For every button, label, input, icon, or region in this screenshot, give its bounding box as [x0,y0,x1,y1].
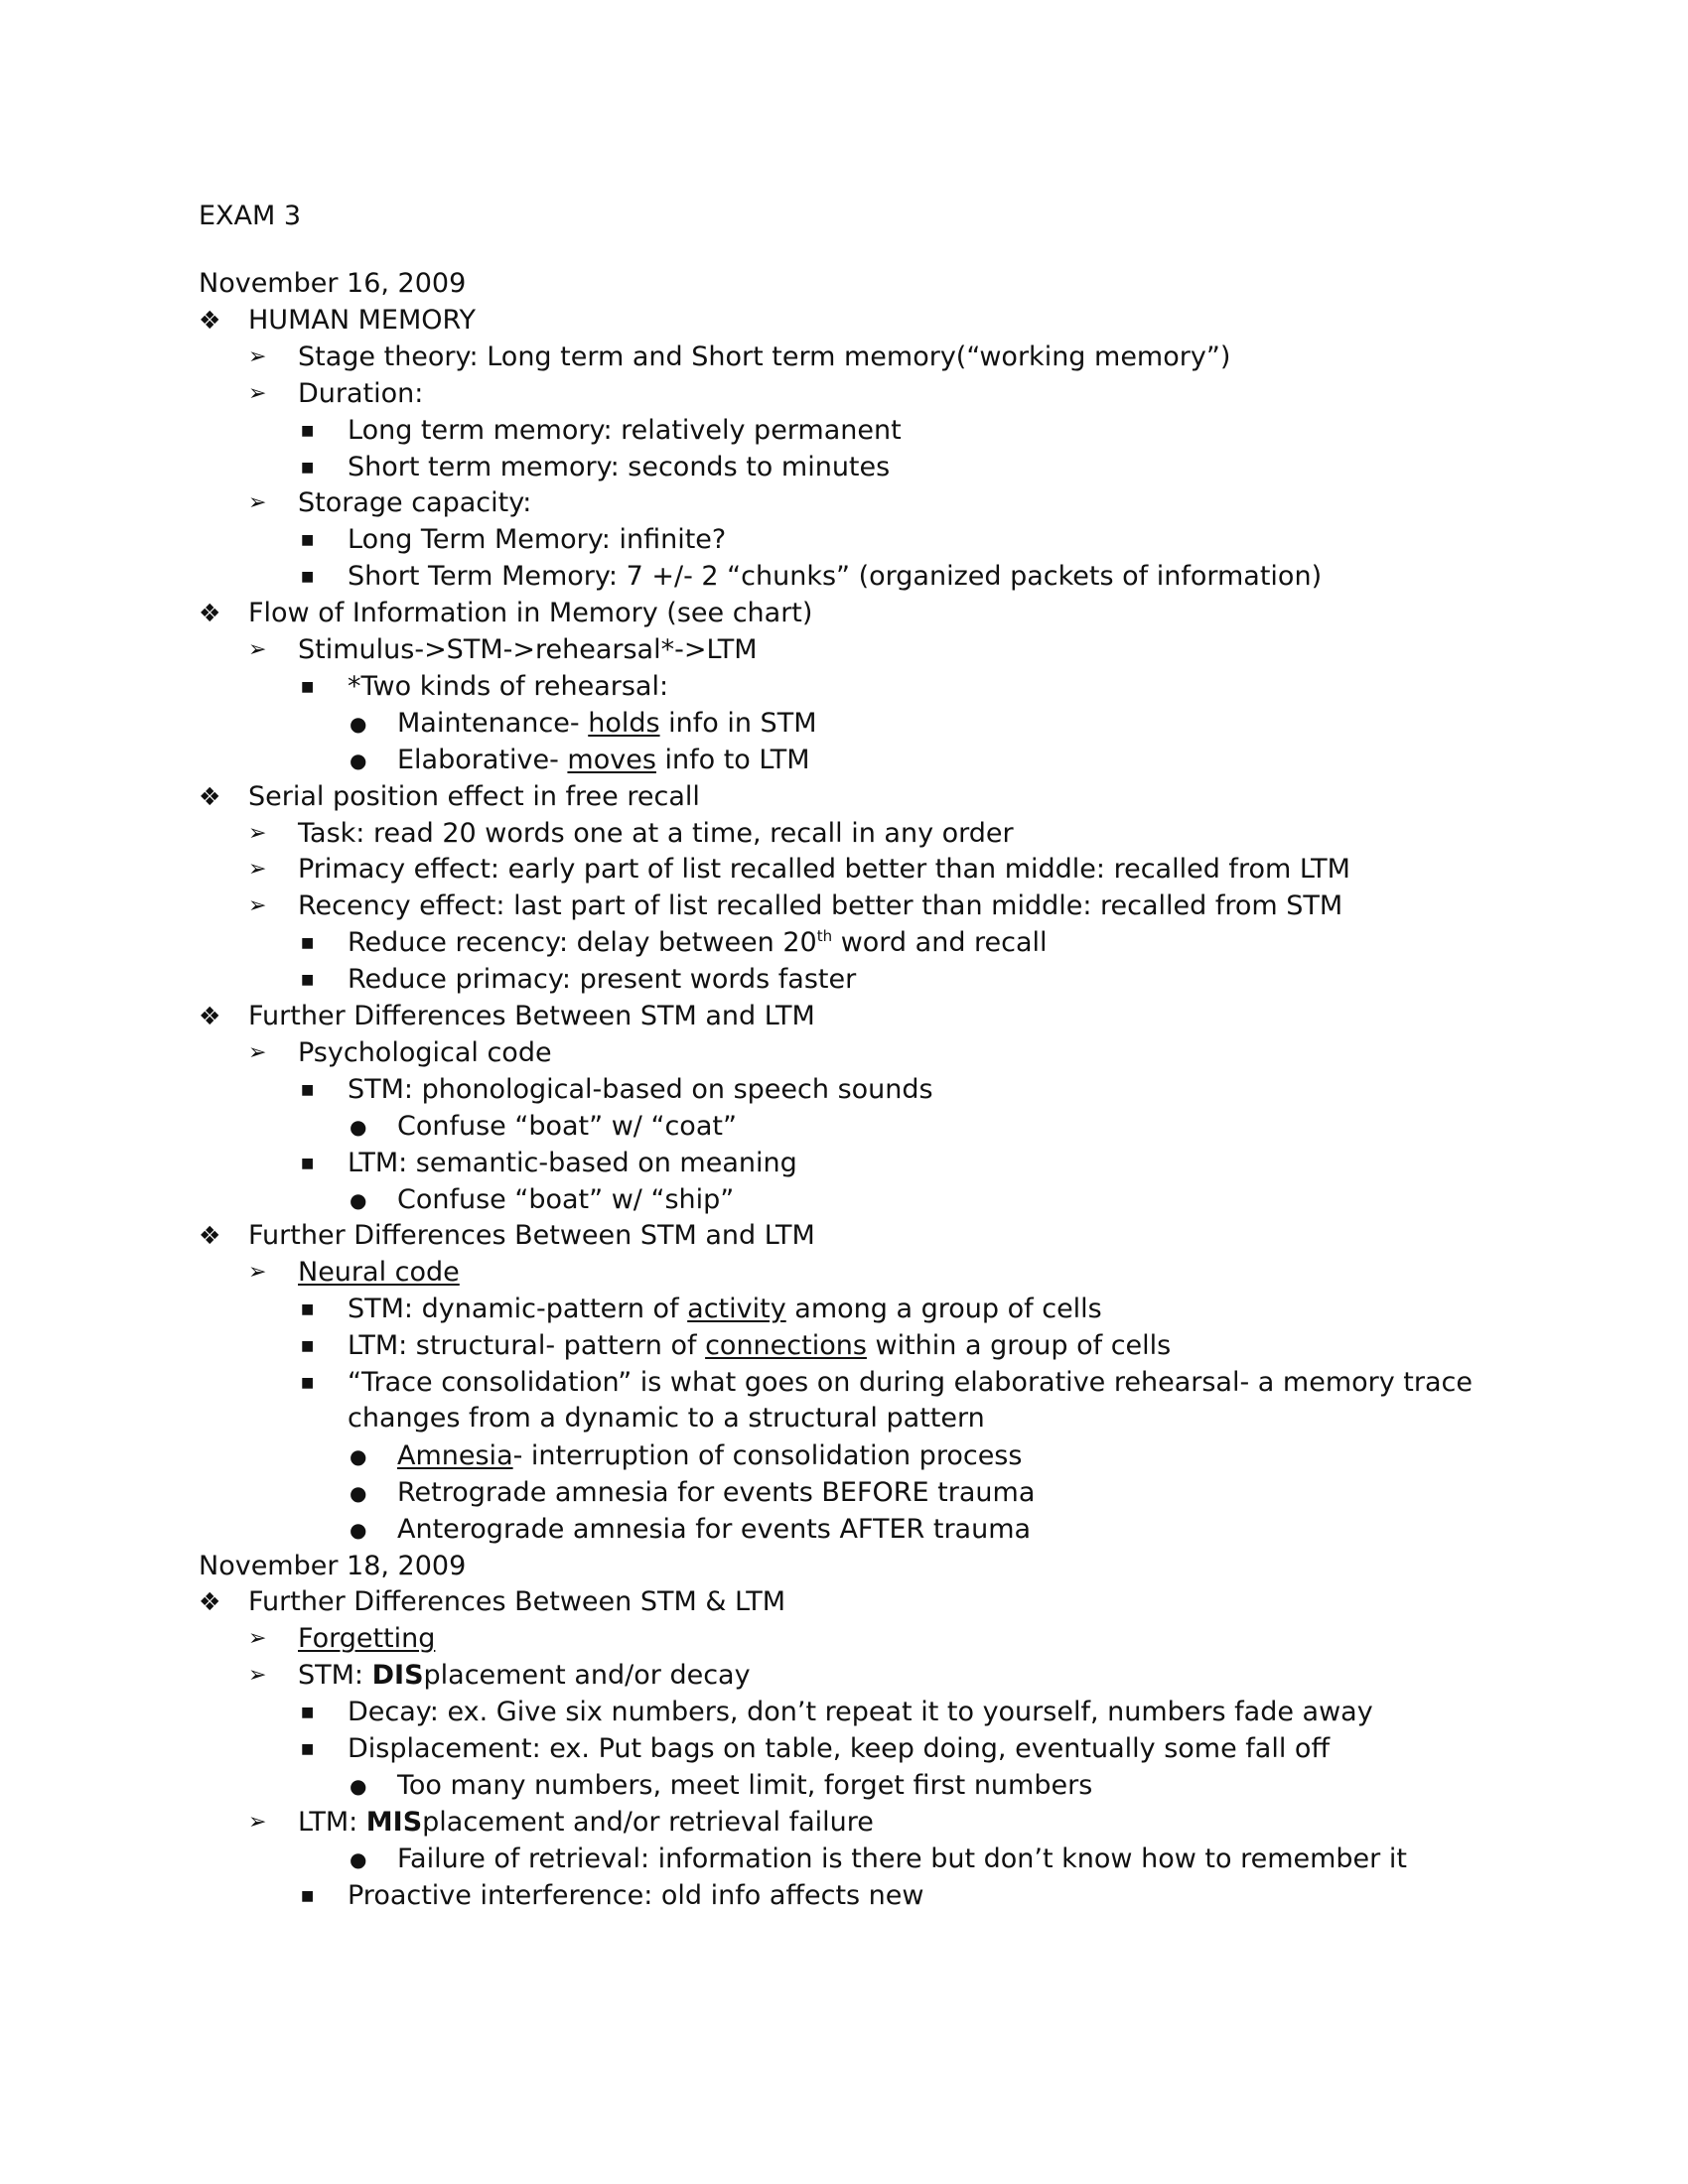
text-run: Duration: [298,377,424,409]
outline-item-level-1 [0,999,1688,1034]
outline-item-text [397,1109,737,1145]
outline-item-text [298,1658,751,1694]
outline-item-text [248,999,815,1034]
text-run: LTM: semantic-based on meaning [348,1147,797,1178]
arrow-bullet-icon: ➢ [248,1809,267,1835]
dot-bullet-icon: ● [350,748,367,772]
text-run: “Trace consolidation” is what goes on during elaborative rehearsal- a memory trace changes from a dynamic to a structural pattern [348,1367,1473,1433]
outline-item-level-4 [0,1768,1688,1804]
outline-item-level-4 [0,743,1688,778]
bold-text: MIS [365,1806,423,1838]
text-run: Reduce primacy: present words faster [348,964,857,996]
dot-bullet-icon: ● [350,1114,367,1139]
arrow-bullet-icon: ➢ [248,1663,267,1689]
outline-item-level-2 [0,485,1688,521]
outline-item-level-1 [0,1218,1688,1254]
arrow-bullet-icon: ➢ [248,343,267,369]
text-run: Elaborative- [397,744,568,775]
arrow-bullet-icon: ➢ [248,1626,267,1652]
text-run: Short term memory: seconds to minutes [348,451,891,482]
text-run: word and recall [832,927,1048,959]
outline-item-text [248,303,476,339]
underlined-text: connections [705,1330,867,1362]
outline-item-text [348,559,1322,595]
square-bullet-icon: ■ [301,569,315,586]
outline-item-text [348,1328,1171,1364]
outline-item-level-1 [0,596,1688,631]
outline-item-text [348,413,902,449]
diamond-bullet-icon: ❖ [199,305,221,335]
arrow-bullet-icon: ➢ [248,637,267,662]
outline-item-text [348,522,726,558]
text-run: Further Differences Between STM & LTM [248,1586,786,1618]
square-bullet-icon: ■ [301,1301,315,1318]
outline-item-level-2 [0,1805,1688,1841]
square-bullet-icon: ■ [301,935,315,952]
dot-bullet-icon: ● [350,1480,367,1505]
outline-item-level-3 [0,1146,1688,1181]
text-run: STM: [298,1660,372,1692]
text-run: Short Term Memory: 7 +/- 2 “chunks” (organized packets of information) [348,561,1323,593]
outline-item-text [298,1255,460,1291]
section-date: November 16, 2009 [199,268,467,299]
outline-item-level-1 [0,303,1688,339]
outline-item-text [397,1842,1407,1877]
outline-item-text [348,1292,1102,1327]
outline-item-text [397,1512,1031,1548]
arrow-bullet-icon: ➢ [248,490,267,516]
outline-item-level-2 [0,632,1688,668]
outline-item-level-3 [0,1072,1688,1108]
square-bullet-icon: ■ [301,1338,315,1355]
diamond-bullet-icon: ❖ [199,1587,221,1617]
dot-bullet-icon: ● [350,1846,367,1871]
outline-item-level-2 [0,1658,1688,1694]
diamond-bullet-icon: ❖ [199,599,221,628]
dot-bullet-icon: ● [350,711,367,736]
text-run: within a group of cells [866,1330,1172,1362]
outline-item-text [298,632,758,668]
outline-item-text [348,1365,1489,1436]
outline-item-level-3 [0,450,1688,485]
text-run: Psychological code [298,1036,552,1068]
outline-item-level-4 [0,706,1688,742]
text-run: Confuse “boat” w/ “ship” [397,1183,735,1215]
bold-text: DIS [371,1660,424,1692]
text-run: among a group of cells [785,1294,1102,1325]
arrow-bullet-icon: ➢ [248,820,267,846]
text-run: STM: phonological-based on speech sounds [348,1073,933,1105]
text-run: Maintenance- [397,707,589,739]
outline-item-text [298,852,1350,887]
outline-item-level-3 [0,522,1688,558]
text-run: Stimulus->STM->rehearsal*->LTM [298,634,758,665]
outline-item-text [348,1072,933,1108]
outline-item-level-3 [0,1328,1688,1364]
text-run: Retrograde amnesia for events BEFORE trauma [397,1476,1036,1508]
outline-item-text [348,450,890,485]
outline-item-level-4 [0,1182,1688,1218]
text-run: Confuse “boat” w/ “coat” [397,1110,737,1142]
square-bullet-icon: ■ [301,1155,315,1171]
text-run: Further Differences Between STM and LTM [248,1220,815,1252]
square-bullet-icon: ■ [301,422,315,439]
text-run: STM: dynamic-pattern of [348,1294,688,1325]
outline-item-level-3 [0,669,1688,705]
outline-item-text [298,888,1342,924]
outline-item-level-4 [0,1512,1688,1548]
arrow-bullet-icon: ➢ [248,380,267,406]
text-run: placement and/or retrieval failure [422,1806,874,1838]
outline-item-level-4 [0,1438,1688,1474]
text-run: Primacy effect: early part of list recalled better than middle: recalled from LTM [298,854,1350,886]
outline-item-level-2 [0,1255,1688,1291]
square-bullet-icon: ■ [301,1741,315,1757]
outline-item-level-4 [0,1109,1688,1145]
outline-item-level-2 [0,888,1688,924]
outline-item-text [248,596,812,631]
square-bullet-icon: ■ [301,1081,315,1098]
underlined-text: Forgetting [298,1623,436,1655]
arrow-bullet-icon: ➢ [248,1039,267,1065]
superscript-text: th [816,927,833,946]
text-run: Decay: ex. Give six numbers, don’t repeat it to yourself, numbers fade away [348,1697,1373,1728]
outline-item-text [397,1768,1092,1804]
text-run: *Two kinds of rehearsal: [348,670,669,702]
outline-item-level-2 [0,1035,1688,1071]
outline-item-text [298,816,1014,852]
outline-item-text [348,1878,924,1914]
text-run: Serial position effect in free recall [248,780,700,812]
text-run: Reduce recency: delay between 20 [348,927,817,959]
outline-item-text [248,779,700,815]
arrow-bullet-icon: ➢ [248,857,267,883]
text-run: LTM: structural- pattern of [348,1330,706,1362]
dot-bullet-icon: ● [350,1443,367,1468]
outline-item-level-3 [0,1731,1688,1767]
text-run: HUMAN MEMORY [248,304,477,336]
outline-item-text [348,962,856,998]
text-run: Storage capacity: [298,487,532,519]
outline-item-text [397,743,810,778]
outline-item-text [298,1035,552,1071]
outline-item-text [397,1438,1022,1474]
outline-item-text [298,1805,874,1841]
square-bullet-icon: ■ [301,972,315,989]
outline-item-text [348,669,668,705]
outline-item-level-2 [0,376,1688,412]
dot-bullet-icon: ● [350,1517,367,1542]
outline-item-level-2 [0,1621,1688,1657]
outline-item-level-2 [0,340,1688,375]
dot-bullet-icon: ● [350,1773,367,1798]
underlined-text: Amnesia [397,1439,513,1471]
square-bullet-icon: ■ [301,459,315,476]
outline-item-level-1 [0,1584,1688,1620]
outline-item-text [397,1182,734,1218]
text-run: Long term memory: relatively permanent [348,414,902,446]
square-bullet-icon: ■ [301,678,315,695]
square-bullet-icon: ■ [301,1887,315,1904]
outline-item-level-2 [0,852,1688,887]
diamond-bullet-icon: ❖ [199,1002,221,1030]
outline-item-level-3 [0,962,1688,998]
outline-item-text [298,1621,435,1657]
outline-item-text [248,1218,815,1254]
text-run: Recency effect: last part of list recalled better than middle: recalled from STM [298,890,1343,922]
outline-item-text [397,706,817,742]
underlined-text: moves [567,744,656,775]
outline-item-level-4 [0,1842,1688,1877]
dot-bullet-icon: ● [350,1187,367,1212]
outline-item-text [298,376,423,412]
document-title: EXAM 3 [199,201,302,231]
outline-item-text [248,1584,785,1620]
diamond-bullet-icon: ❖ [199,1221,221,1251]
text-run: info to LTM [655,744,810,775]
outline-item-level-3 [0,1878,1688,1914]
underlined-text: Neural code [298,1257,460,1289]
outline-item-level-3 [0,1292,1688,1327]
outline-item-level-3 [0,413,1688,449]
outline-item-level-2 [0,816,1688,852]
text-run: LTM: [298,1806,366,1838]
diamond-bullet-icon: ❖ [199,781,221,811]
text-run: Anterograde amnesia for events AFTER trauma [397,1513,1032,1545]
outline-item-level-1 [0,779,1688,815]
outline-item-text [397,1475,1035,1511]
outline-item-text [298,485,531,521]
outline-item-text [348,925,1048,961]
text-run: Displacement: ex. Put bags on table, keep doing, eventually some fall off [348,1733,1331,1764]
square-bullet-icon: ■ [301,1375,315,1391]
text-run: Failure of retrieval: information is there but don’t know how to remember it [397,1843,1407,1874]
arrow-bullet-icon: ➢ [248,1260,267,1286]
outline-item-level-4 [0,1475,1688,1511]
text-run: Flow of Information in Memory (see chart) [248,598,813,629]
square-bullet-icon: ■ [301,1705,315,1721]
text-run: Too many numbers, meet limit, forget first numbers [397,1769,1093,1801]
text-run: Proactive interference: old info affects new [348,1879,924,1911]
outline-item-text [348,1146,797,1181]
section-date: November 18, 2009 [199,1550,467,1581]
outline-item-text [298,340,1230,375]
text-run: info in STM [659,707,817,739]
text-run: Task: read 20 words one at a time, recall in any order [298,817,1014,849]
outline-item-text [348,1731,1330,1767]
underlined-text: activity [687,1294,786,1325]
text-run: placement and/or decay [423,1660,751,1692]
underlined-text: holds [588,707,660,739]
outline-item-level-3 [0,925,1688,961]
outline-item-level-3 [0,559,1688,595]
square-bullet-icon: ■ [301,532,315,549]
text-run: Further Differences Between STM and LTM [248,1001,815,1031]
text-run: Long Term Memory: infinite? [348,524,727,556]
outline-item-level-3 [0,1365,1688,1438]
arrow-bullet-icon: ➢ [248,893,267,919]
text-run: - interruption of consolidation process [512,1439,1023,1471]
outline-item-text [348,1695,1373,1730]
outline-item-level-3 [0,1695,1688,1730]
text-run: Stage theory: Long term and Short term memory(“working memory”) [298,341,1231,372]
